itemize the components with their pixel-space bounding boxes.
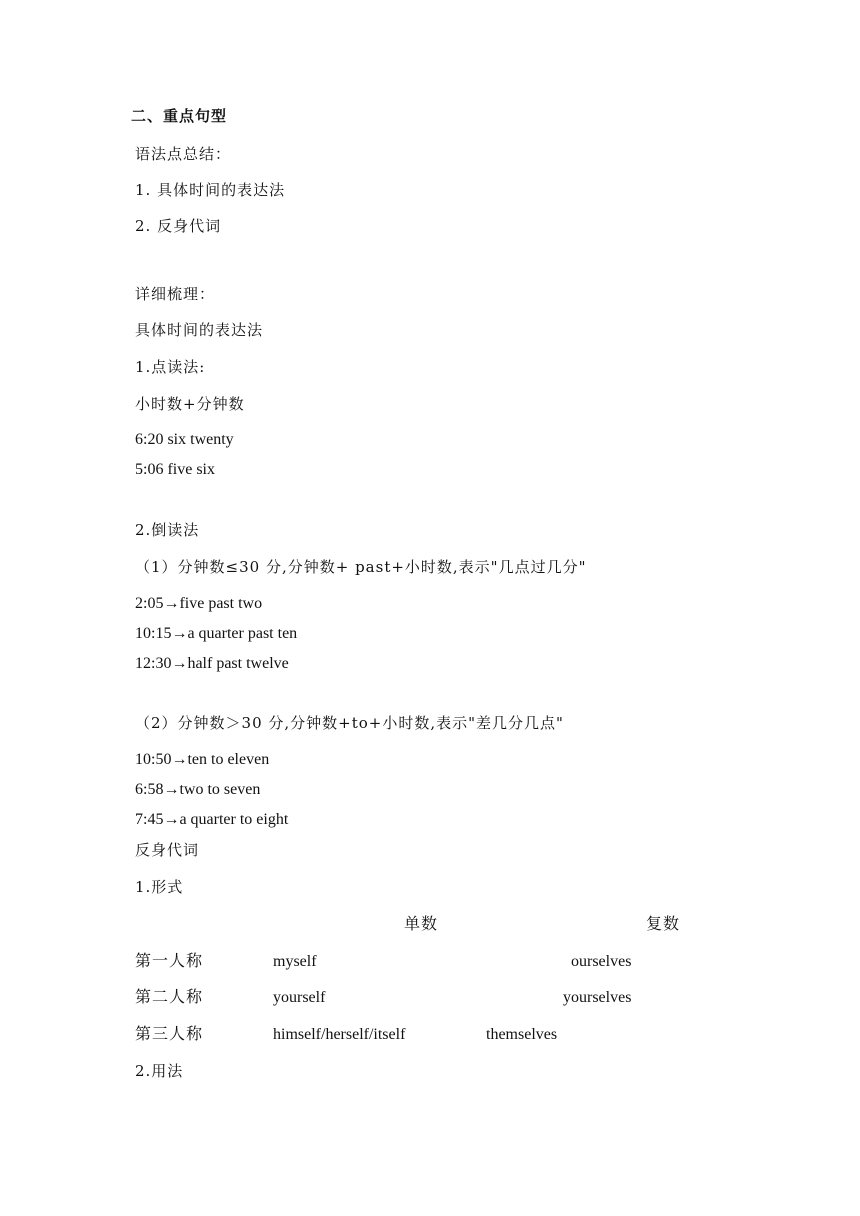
method2-case2-example: 6:58→two to seven [135, 781, 261, 798]
method2-title: 2.倒读法 [135, 521, 200, 539]
method2-case1-example: 2:05→five past two [135, 595, 263, 612]
method2-case1-example: 12:30→half past twelve [135, 655, 289, 672]
method2-case1-rule: （1）分钟数≤30 分,分钟数+ past+小时数,表示"几点过几分" [135, 558, 587, 576]
method2-case2-rule: （2）分钟数＞30 分,分钟数+to+小时数,表示"差几分几点" [135, 714, 564, 732]
table-header-plural: 复数 [646, 914, 681, 933]
table-row-singular: yourself [273, 989, 326, 1006]
detail-label: 详细梳理： [135, 285, 216, 303]
table-row-singular: myself [273, 953, 317, 970]
method1-title: 1.点读法: [135, 358, 206, 376]
reflexive-form-title: 1.形式 [135, 878, 184, 896]
method2-case1-example: 10:15→a quarter past ten [135, 625, 298, 642]
method2-case2-example: 10:50→ten to eleven [135, 751, 270, 768]
summary-label: 语法点总结： [135, 145, 232, 163]
table-row-person: 第二人称 [135, 987, 204, 1006]
table-row-singular: himself/herself/itself [273, 1026, 406, 1043]
table-row-plural: themselves [486, 1026, 558, 1043]
reflexive-usage-title: 2.用法 [135, 1062, 184, 1080]
table-header-singular: 单数 [404, 914, 439, 933]
table-row-plural: yourselves [563, 989, 632, 1006]
summary-item: 2. 反身代词 [135, 217, 222, 235]
method2-case2-example: 7:45→a quarter to eight [135, 811, 289, 828]
summary-item: 1. 具体时间的表达法 [135, 181, 286, 199]
time-title: 具体时间的表达法 [135, 321, 264, 339]
method1-example: 5:06 five six [135, 461, 215, 478]
table-row-person: 第一人称 [135, 951, 204, 970]
reflexive-title: 反身代词 [135, 841, 200, 859]
method1-example: 6:20 six twenty [135, 431, 234, 448]
method1-rule: 小时数+分钟数 [135, 395, 245, 413]
section-title: 二、重点句型 [131, 107, 228, 125]
table-row-plural: ourselves [571, 953, 632, 970]
table-row-person: 第三人称 [135, 1024, 204, 1043]
